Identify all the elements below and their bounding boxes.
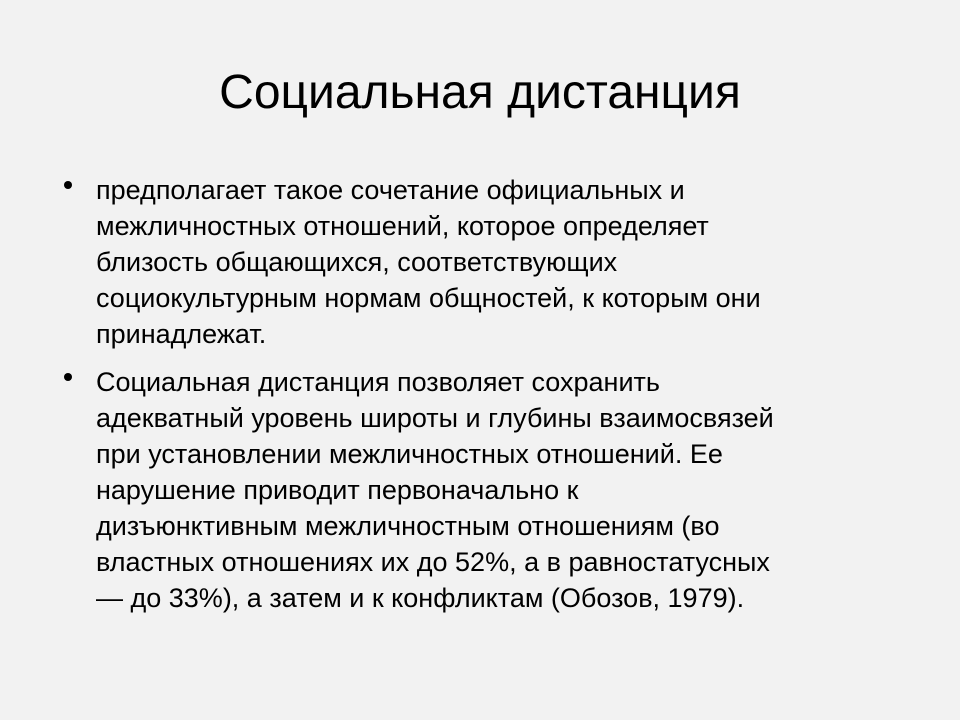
- bullet-line: адекватный уровень широты и глубины взаимосвязей: [96, 403, 774, 433]
- bullet-dot-icon: [64, 181, 72, 189]
- bullet-line: межличностных отношений, которое определяет: [96, 211, 709, 241]
- bullet-item: [64, 172, 914, 352]
- bullet-line: при установлении межличностных отношений. Ее: [96, 439, 723, 469]
- bullet-list: [64, 172, 914, 628]
- bullet-line: близость общающихся, соответствующих: [96, 247, 618, 277]
- slide-title: Социальная дистанция: [219, 66, 741, 119]
- bullet-line: социокультурным нормам общностей, к которым они: [96, 283, 761, 313]
- bullet-line: Социальная дистанция позволяет сохранить: [96, 367, 660, 397]
- bullet-line: дизъюнктивным межличностным отношениям (во: [96, 511, 720, 541]
- bullet-line: предполагает такое сочетание официальных и: [96, 175, 685, 205]
- bullet-dot-icon: [64, 373, 72, 381]
- bullet-line: принадлежат.: [96, 319, 267, 349]
- bullet-line: властных отношениях их до 52%, а в равностатусных: [96, 547, 770, 577]
- bullet-line: — до 33%), а затем и к конфликтам (Обозов, 1979).: [96, 583, 745, 613]
- bullet-item: [64, 364, 914, 616]
- bullet-line: нарушение приводит первоначально к: [96, 475, 579, 505]
